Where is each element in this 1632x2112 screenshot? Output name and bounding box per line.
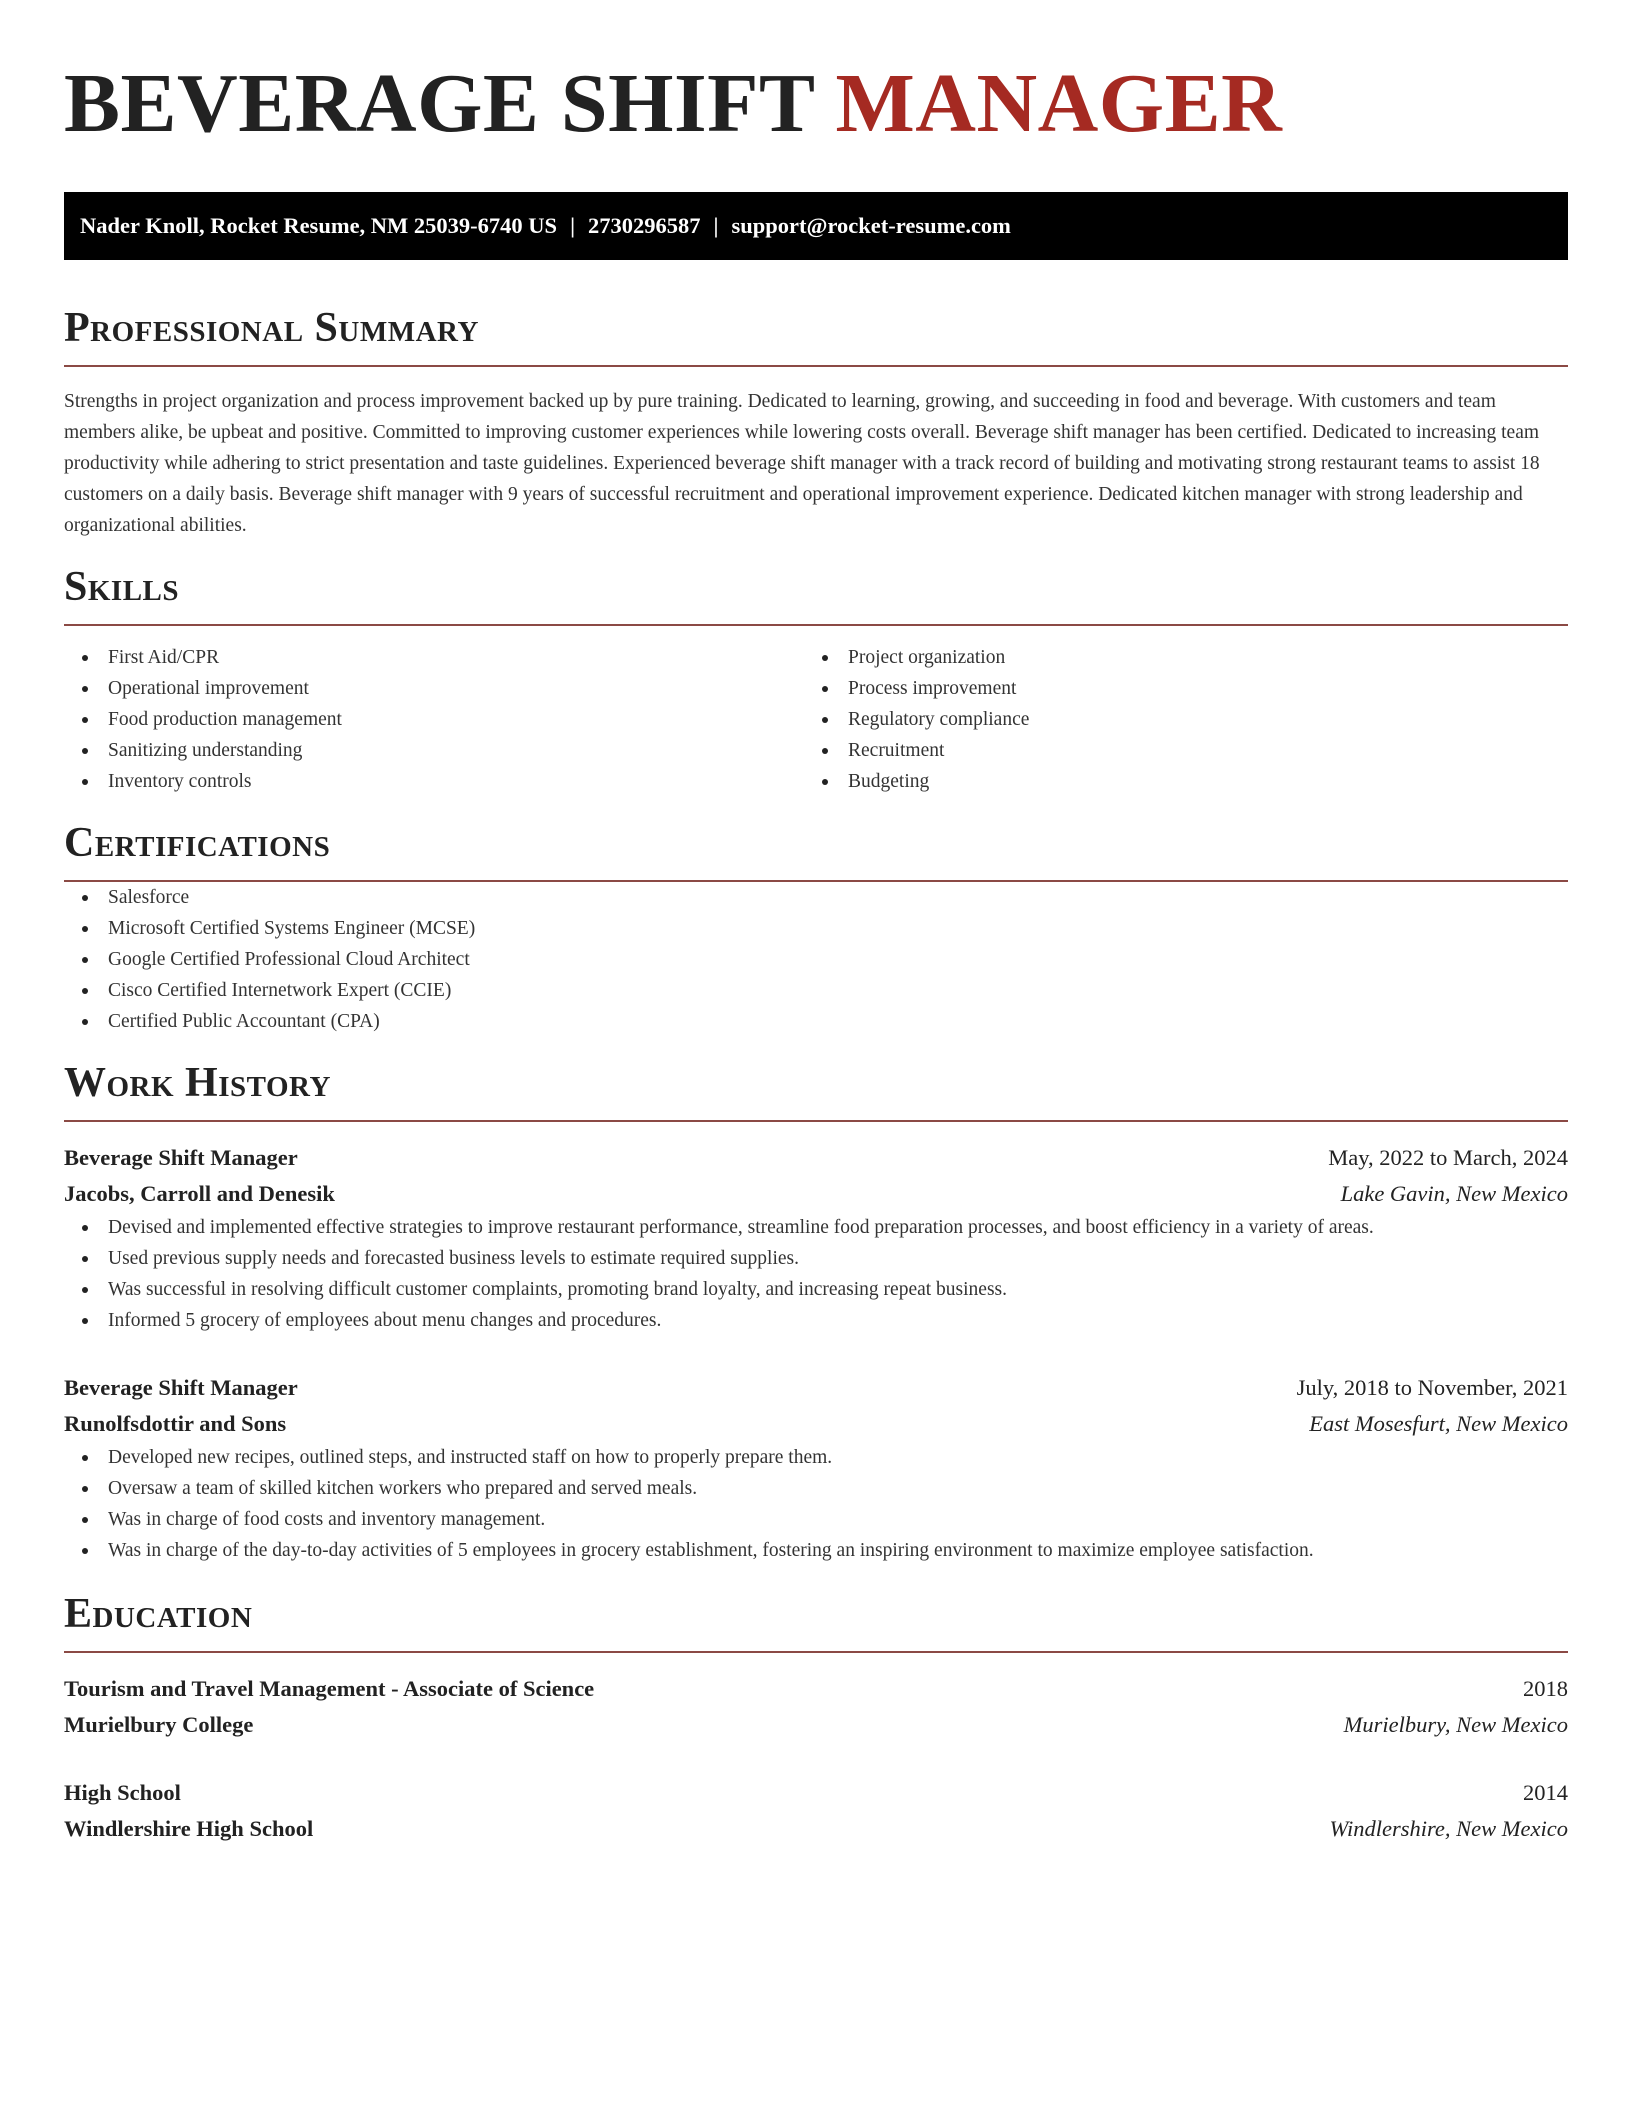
title-main: BEVERAGE SHIFT xyxy=(64,57,814,150)
certifications-section xyxy=(64,817,1568,1037)
section-divider xyxy=(64,624,1568,626)
section-divider xyxy=(64,365,1568,367)
responsibility-item: Oversaw a team of skilled kitchen workers who prepared and served meals. xyxy=(64,1473,1568,1504)
education-school-row xyxy=(64,1707,1568,1743)
job-location: Lake Gavin, New Mexico xyxy=(1340,1181,1568,1206)
certifications-list xyxy=(64,882,1568,1037)
job-responsibilities xyxy=(64,1212,1568,1336)
job-location: East Mosesfurt, New Mexico xyxy=(1309,1411,1568,1436)
job-entry xyxy=(64,1370,1568,1566)
certification-item: Certified Public Accountant (CPA) xyxy=(64,1006,1568,1037)
skill-item: Sanitizing understanding xyxy=(64,735,804,766)
job-company-row xyxy=(64,1406,1568,1442)
certification-item: Salesforce xyxy=(64,882,1568,913)
summary-text: Strengths in project organization and process improvement backed up by pure training. Dedicated to learning, growing, and succeeding in food and beverage. With customers and team members alike, be upbeat and positive. Committed to improving customer experiences while lowering costs overall. Beverage shift manager has been certified. Dedicated to increasing team productivity while adhering to strict presentation and taste guidelines. Experienced beverage shift manager with a track record of building and motivating strong restaurant teams to assist 18 customers on a daily basis. Beverage shift manager with 9 years of successful recruitment and operational improvement experience. Dedicated kitchen manager with strong leadership and organizational abilities. xyxy=(64,391,1540,536)
job-title: Beverage Shift Manager xyxy=(64,1375,298,1400)
responsibility-item: Informed 5 grocery of employees about menu changes and procedures. xyxy=(64,1305,1568,1336)
section-divider xyxy=(64,1120,1568,1122)
resume-title xyxy=(64,58,1568,150)
responsibility-item: Devised and implemented effective strategies to improve restaurant performance, streamline food preparation processes, and boost efficiency in a variety of areas. xyxy=(64,1212,1568,1243)
skill-item: Inventory controls xyxy=(64,766,804,797)
skill-item: Regulatory compliance xyxy=(804,704,1544,735)
education-school: Murielbury College xyxy=(64,1712,254,1737)
job-company: Jacobs, Carroll and Denesik xyxy=(64,1181,335,1206)
education-heading: Education xyxy=(64,1591,253,1637)
education-school-row xyxy=(64,1811,1568,1847)
education-degree: High School xyxy=(64,1780,181,1805)
responsibility-item: Was in charge of the day-to-day activities of 5 employees in grocery establishment, fostering an inspiring environment to maximize employee satisfaction. xyxy=(64,1535,1568,1566)
contact-phone: 2730296587 xyxy=(588,213,701,238)
contact-bar xyxy=(64,192,1568,260)
job-dates: May, 2022 to March, 2024 xyxy=(1328,1145,1568,1170)
skills-heading: Skills xyxy=(64,564,180,610)
section-divider xyxy=(64,1651,1568,1653)
skill-item: First Aid/CPR xyxy=(64,642,804,673)
job-entry xyxy=(64,1140,1568,1336)
skill-item: Food production management xyxy=(64,704,804,735)
contact-email: support@rocket-resume.com xyxy=(731,213,1011,238)
education-year: 2018 xyxy=(1523,1676,1568,1701)
education-location: Murielbury, New Mexico xyxy=(1343,1712,1568,1737)
education-entry xyxy=(64,1671,1568,1743)
education-location: Windlershire, New Mexico xyxy=(1329,1816,1568,1841)
skill-item: Operational improvement xyxy=(64,673,804,704)
summary-heading: Professional Summary xyxy=(64,305,479,351)
job-responsibilities xyxy=(64,1442,1568,1566)
job-company-row xyxy=(64,1176,1568,1212)
work-history-section xyxy=(64,1057,1568,1566)
job-dates: July, 2018 to November, 2021 xyxy=(1296,1375,1568,1400)
job-title: Beverage Shift Manager xyxy=(64,1145,298,1170)
responsibility-item: Used previous supply needs and forecasted business levels to estimate required supplies. xyxy=(64,1243,1568,1274)
contact-address: Nader Knoll, Rocket Resume, NM 25039-6740 US xyxy=(80,213,558,238)
skills-section xyxy=(64,561,1568,797)
education-section xyxy=(64,1588,1568,1847)
skills-list-right xyxy=(804,642,1544,797)
certification-item: Google Certified Professional Cloud Architect xyxy=(64,944,1568,975)
skill-item: Budgeting xyxy=(804,766,1544,797)
education-year: 2014 xyxy=(1523,1780,1568,1805)
education-degree: Tourism and Travel Management - Associate of Science xyxy=(64,1676,595,1701)
certification-item: Microsoft Certified Systems Engineer (MCSE) xyxy=(64,913,1568,944)
job-title-row xyxy=(64,1370,1568,1406)
contact-separator: | xyxy=(570,213,576,238)
education-degree-row xyxy=(64,1671,1568,1707)
education-school: Windlershire High School xyxy=(64,1816,314,1841)
title-accent: MANAGER xyxy=(835,57,1283,150)
responsibility-item: Was in charge of food costs and inventory management. xyxy=(64,1504,1568,1535)
summary-section xyxy=(64,302,1568,541)
education-degree-row xyxy=(64,1775,1568,1811)
skills-list-left xyxy=(64,642,804,797)
skills-grid xyxy=(64,642,1568,797)
job-company: Runolfsdottir and Sons xyxy=(64,1411,287,1436)
job-title-row xyxy=(64,1140,1568,1176)
skill-item: Project organization xyxy=(804,642,1544,673)
certification-item: Cisco Certified Internetwork Expert (CCIE) xyxy=(64,975,1568,1006)
skill-item: Recruitment xyxy=(804,735,1544,766)
work-history-heading: Work History xyxy=(64,1060,331,1106)
certifications-heading: Certifications xyxy=(64,820,331,866)
responsibility-item: Was successful in resolving difficult customer complaints, promoting brand loyalty, and increasing repeat business. xyxy=(64,1274,1568,1305)
skill-item: Process improvement xyxy=(804,673,1544,704)
responsibility-item: Developed new recipes, outlined steps, and instructed staff on how to properly prepare them. xyxy=(64,1442,1568,1473)
contact-separator: | xyxy=(713,213,719,238)
education-entry xyxy=(64,1775,1568,1847)
